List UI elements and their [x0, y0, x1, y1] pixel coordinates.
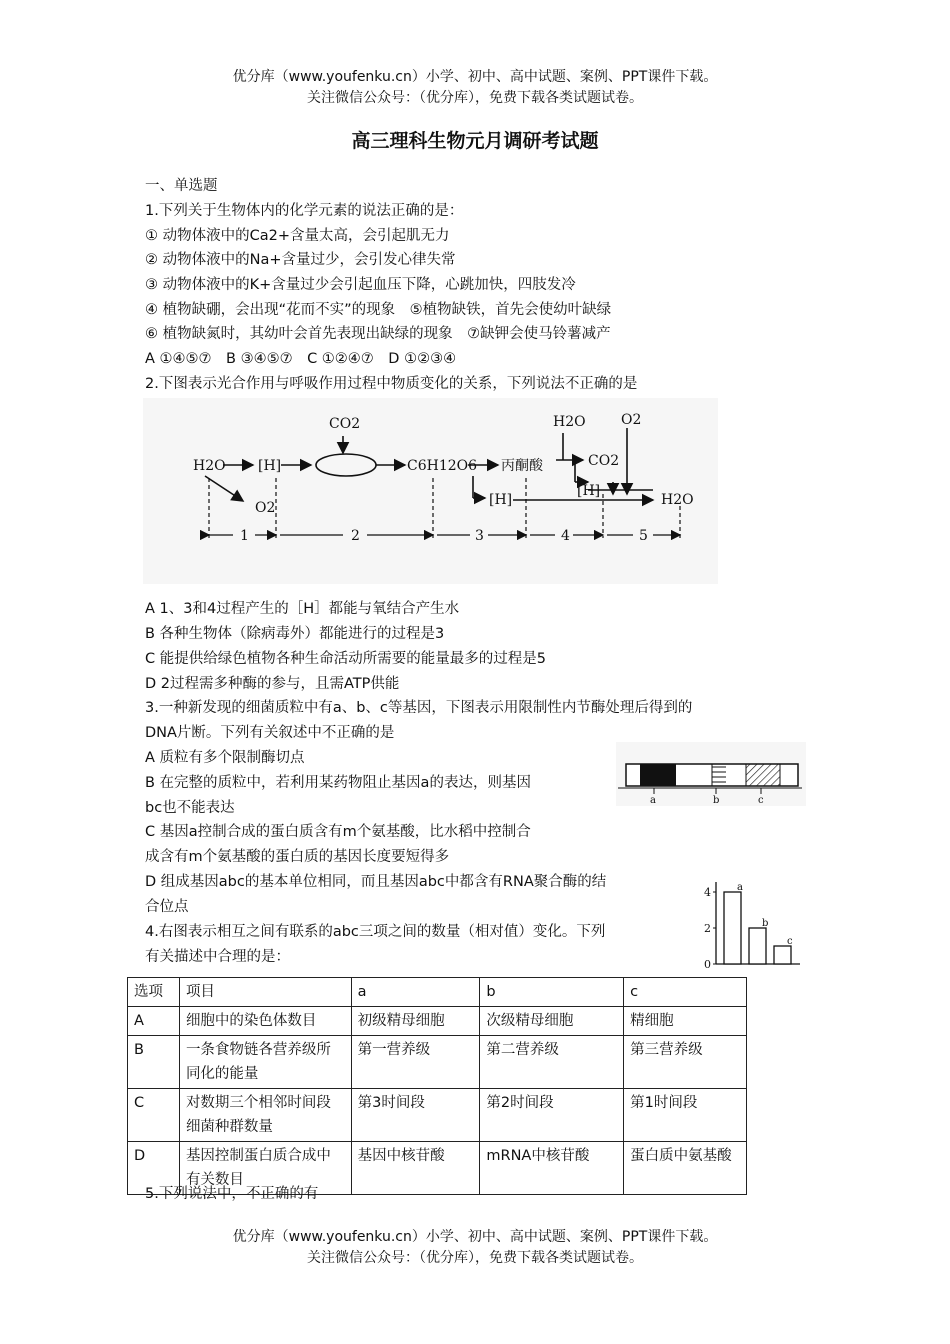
footer-line-2: 关注微信公众号：（优分库），免费下载各类试题试卷。	[307, 1250, 643, 1266]
table-header-cell: a	[351, 978, 480, 1007]
q3-option-d-1: D 组成基因abc的基本单位相同，而且基因abc中都含有RNA聚合酶的结	[145, 874, 607, 890]
table-cell: 第一营养级	[351, 1036, 480, 1089]
bar-label-c: c	[787, 936, 793, 947]
table-cell: 一条食物链各营养级所同化的能量	[179, 1036, 351, 1089]
q1-statement-1: ① 动物体液中的Ca2+含量太高，会引起肌无力	[145, 228, 450, 244]
label-co2-right: CO2	[588, 453, 620, 469]
q3-option-d-2: 合位点	[145, 899, 189, 915]
q2-option-b: B 各种生物体（除病毒外）都能进行的过程是3	[145, 626, 445, 642]
q3-option-a: A 质粒有多个限制酶切点	[145, 750, 305, 766]
header-line-2: 关注微信公众号：（优分库），免费下载各类试题试卷。	[307, 90, 643, 106]
segment-2: 2	[351, 528, 360, 544]
table-row	[128, 1036, 747, 1089]
table-cell: 初级精母细胞	[351, 1007, 480, 1036]
table-cell: 基因控制蛋白质合成中有关数目	[179, 1142, 351, 1195]
calvin-cycle-ellipse	[316, 454, 376, 476]
q1-stem: 1.下列关于生物体内的化学元素的说法正确的是：	[145, 203, 464, 219]
label-co2-top: CO2	[329, 416, 361, 432]
arrow-h2o-o2	[205, 476, 243, 501]
q4-options-table	[127, 977, 747, 1195]
table-row	[128, 1089, 747, 1142]
y-tick-label: 4	[704, 886, 711, 899]
table-header-cell: 项目	[179, 978, 351, 1007]
label-h2o-right: H2O	[661, 492, 694, 508]
table-row	[128, 1007, 747, 1036]
segment-4: 4	[561, 528, 570, 544]
q3-option-b-2: bc也不能表达	[145, 800, 235, 816]
segment-1: 1	[240, 528, 249, 544]
dna-fragment-figure	[616, 742, 806, 806]
segment-3: 3	[475, 528, 484, 544]
table-cell: A	[128, 1007, 180, 1036]
table-cell: 第3时间段	[351, 1089, 480, 1142]
header-line-1: 优分库（www.youfenku.cn）小学、初中、高中试题、案例、PPT课件下载。	[232, 69, 718, 85]
table-cell: C	[128, 1089, 180, 1142]
gene-c-label: c	[758, 795, 764, 806]
q3-option-c-1: C 基因a控制合成的蛋白质含有m个氨基酸，比水稻中控制合	[145, 824, 531, 840]
q4-stem-2: 有关描述中合理的是：	[145, 949, 290, 965]
table-header-cell: 选项	[128, 978, 180, 1007]
q3-stem-2: DNA片断。下列有关叙述中不正确的是	[145, 725, 395, 741]
gene-a-label: a	[650, 795, 656, 806]
q1-statement-2: ② 动物体液中的Na+含量过少，会引发心律失常	[145, 252, 456, 268]
q3-option-b-1: B 在完整的质粒中，若利用某药物阻止基因a的表达，则基因	[145, 775, 531, 791]
abc-bar-chart	[700, 876, 805, 971]
table-cell: 第二营养级	[480, 1036, 624, 1089]
q5-stem: 5.下列说法中，不正确的有	[145, 1186, 319, 1202]
table-header-row	[128, 978, 747, 1007]
table-cell: 精细胞	[624, 1007, 747, 1036]
segment-5: 5	[639, 528, 648, 544]
q1-options: A ①④⑤⑦ B ③④⑤⑦ C ①②④⑦ D ①②③④	[145, 351, 457, 367]
table-cell: 第2时间段	[480, 1089, 624, 1142]
table-cell: 对数期三个相邻时间段细菌种群数量	[179, 1089, 351, 1142]
bar-b	[749, 928, 766, 964]
bar-c	[774, 946, 791, 964]
label-h-low: [H]	[489, 492, 513, 508]
gene-a-block	[640, 764, 676, 786]
label-h2o-left: H2O	[193, 458, 226, 474]
photosynthesis-respiration-diagram	[143, 398, 718, 584]
q4-stem-1: 4.右图表示相互之间有联系的abc三项之间的数量（相对值）变化。下列	[145, 924, 606, 940]
label-h-mid: [H]	[577, 483, 601, 499]
table-cell: 蛋白质中氨基酸	[624, 1142, 747, 1195]
label-o2-left: O2	[255, 500, 276, 516]
gene-c-block	[746, 764, 780, 786]
table-cell: D	[128, 1142, 180, 1195]
page-title: 高三理科生物元月调研考试题	[351, 130, 599, 152]
q2-option-a: A 1、3和4过程产生的［H］都能与氧结合产生水	[145, 601, 460, 617]
table-cell: 细胞中的染色体数目	[179, 1007, 351, 1036]
label-h2o-top: H2O	[553, 414, 586, 430]
q2-option-d: D 2过程需多种酶的参与，且需ATP供能	[145, 676, 400, 692]
bar-label-a: a	[737, 882, 743, 893]
table-cell: 次级精母细胞	[480, 1007, 624, 1036]
q1-statement-4: ④ 植物缺硼，会出现“花而不实”的现象 ⑤植物缺铁，首先会使幼叶缺绿	[145, 302, 612, 318]
q2-stem: 2.下图表示光合作用与呼吸作用过程中物质变化的关系，下列说法不正确的是	[145, 376, 638, 392]
y-tick-label: 2	[704, 922, 711, 935]
table-cell: 基因中核苷酸	[351, 1142, 480, 1195]
q2-option-c: C 能提供给绿色植物各种生命活动所需要的能量最多的过程是5	[145, 651, 546, 667]
label-glucose: C6H12O6	[407, 458, 478, 474]
q3-stem-1: 3.一种新发现的细菌质粒中有a、b、c等基因，下图表示用限制性内节酶处理后得到的	[145, 700, 693, 716]
table-cell: 第三营养级	[624, 1036, 747, 1089]
table-header-cell: c	[624, 978, 747, 1007]
bar-a	[724, 892, 741, 964]
q1-statement-5: ⑥ 植物缺氮时，其幼叶会首先表现出缺绿的现象 ⑦缺钾会使马铃薯减产	[145, 326, 611, 342]
section-heading: 一、单选题	[145, 178, 218, 194]
table-cell: 第1时间段	[624, 1089, 747, 1142]
q1-statement-3: ③ 动物体液中的K+含量过少会引起血压下降，心跳加快，四肢发冷	[145, 277, 576, 293]
label-pyruvate: 丙酮酸	[501, 458, 543, 474]
y-tick-label: 0	[704, 958, 711, 971]
table-cell: mRNA中核苷酸	[480, 1142, 624, 1195]
label-h: [H]	[258, 458, 282, 474]
bar-label-b: b	[762, 918, 769, 929]
footer-line-1: 优分库（www.youfenku.cn）小学、初中、高中试题、案例、PPT课件下载。	[232, 1229, 718, 1245]
label-o2-top: O2	[621, 412, 642, 428]
table-cell: B	[128, 1036, 180, 1089]
q3-option-c-2: 成含有m个氨基酸的蛋白质的基因长度要短得多	[145, 849, 450, 865]
table-header-cell: b	[480, 978, 624, 1007]
gene-b-label: b	[713, 795, 720, 806]
